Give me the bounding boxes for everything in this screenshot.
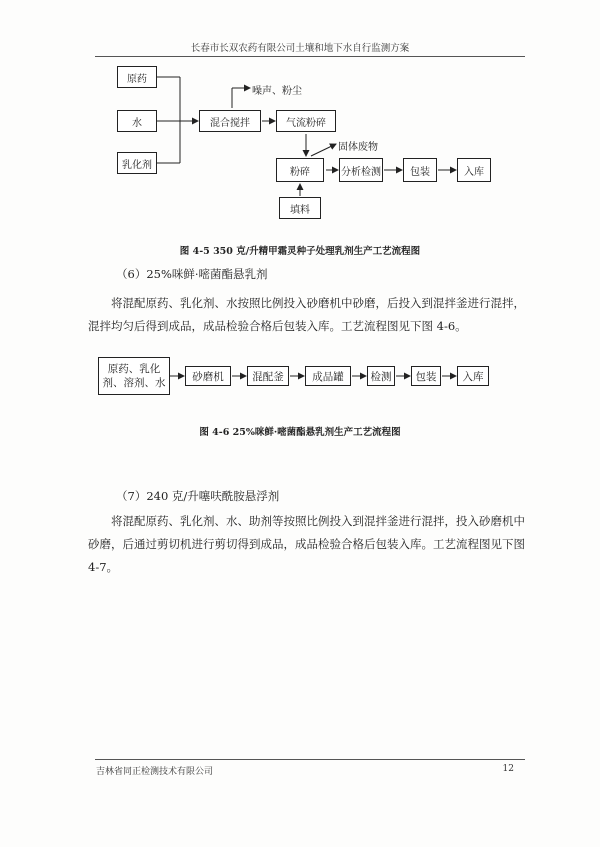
section-6-heading: （6）25%咪鲜·嘧菌酯悬乳剂 [116,267,268,281]
box-ruku: 入库 [457,158,491,182]
label-noise-dust: 噪声、粉尘 [252,86,302,97]
box46-shamoji: 砂磨机 [185,366,231,386]
box46-inputs [98,357,170,395]
box46-inputs-line2: 剂、溶剂、水 [102,377,166,389]
box-ruhuaji: 乳化剂 [117,152,157,174]
box-qiliu: 气流粉碎 [276,110,336,132]
box-fenxi: 分析检测 [339,158,383,182]
header-rule [95,56,525,57]
box-shui: 水 [117,110,157,132]
box-yuanyao: 原药 [117,66,157,88]
box46-inputs-line1: 原药、乳化 [107,363,161,375]
box-fensui: 粉碎 [276,158,324,182]
section-7-heading: （7）240 克/升噻呋酰胺悬浮剂 [116,489,280,503]
box-tianliao: 填料 [279,197,321,219]
section-7-paragraph: 将混配原药、乳化剂、水、助剂等按照比例投入到混拌釜进行混拌，投入砂磨机中砂磨，后通过剪切机进行剪切得到成品，成品检验合格后包装入库。工艺流程图见下图 4-7。 [88,514,525,574]
arrow-waste [311,144,336,156]
box-baozhuang: 包装 [403,158,437,182]
section-6-paragraph: 将混配原药、乳化剂、水按照比例投入砂磨机中砂磨，后投入到混拌釜进行混拌，混拌均匀后得到成品，成品检验合格后包装入库。工艺流程图见下图 4-6。 [88,296,525,333]
box46-hunpeifu: 混配釜 [247,366,289,386]
figure-4-5-caption: 图 4-5 350 克/升精甲霜灵种子处理乳剂生产工艺流程图 [179,246,421,257]
box46-jiance: 检测 [367,366,395,386]
footer-rule [95,759,525,760]
box46-ruku: 入库 [457,366,489,386]
footer-company: 吉林省同正检测技术有限公司 [96,767,214,777]
box46-baozhuang: 包装 [411,366,441,386]
figure-4-6-caption: 图 4-6 25%咪鲜·嘧菌酯悬乳剂生产工艺流程图 [199,427,401,438]
box-hunhe: 混合搅拌 [199,110,261,132]
box46-chengpinguan: 成品罐 [305,366,351,386]
page-header-title: 长春市长双农药有限公司土壤和地下水自行监测方案 [190,43,410,54]
label-solid-waste: 固体废物 [338,142,378,153]
page-number: 12 [502,764,514,774]
